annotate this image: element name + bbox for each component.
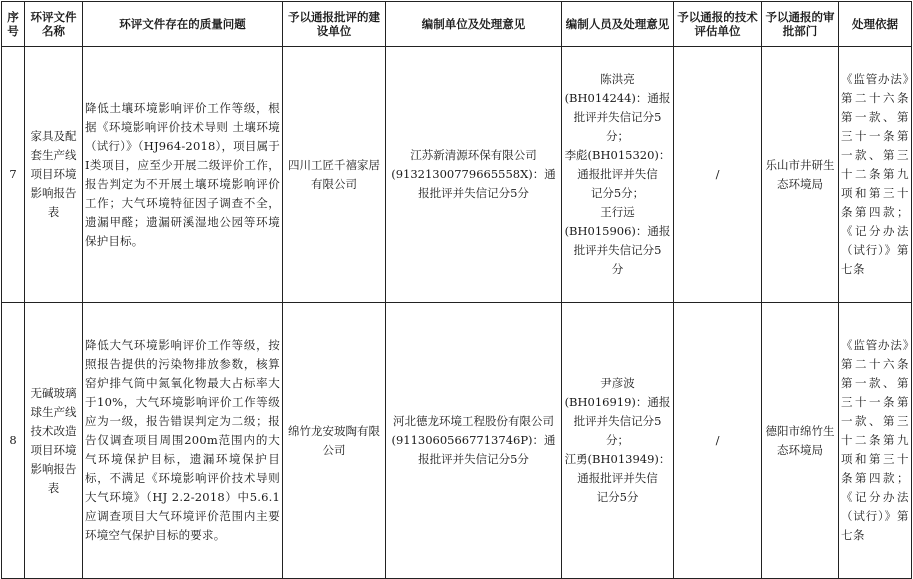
processing-basis: 《监管办法》第二十六条第一款、第三十一条第一款、第三十二条第九项和第三十条第四款；《记分办法（试行）》第七条 <box>839 47 912 303</box>
header-compiling-unit: 编制单位及处理意见 <box>386 2 562 47</box>
approval-dept: 德阳市绵竹生态环境局 <box>762 303 839 579</box>
compiling-unit: 河北德龙环境工程股份有限公司(91130605667713746P)：通报批评并失信记分5分 <box>386 303 562 579</box>
project-name: 家具及配套生产线项目环境影响报告表 <box>25 47 83 303</box>
personnel-line: 记分5分 <box>596 490 639 504</box>
header-approval-dept: 予以通报的审批部门 <box>762 2 839 47</box>
compiling-unit: 江苏新清源环保有限公司(91321300779665558X)：通报批评并失信记分5分 <box>386 47 562 303</box>
construction-unit: 四川工匠千禧家居有限公司 <box>283 47 386 303</box>
personnel-list <box>562 47 674 303</box>
row-seq: 8 <box>2 303 25 579</box>
table-row <box>2 47 912 303</box>
header-construction-unit: 予以通报批评的建设单位 <box>283 2 386 47</box>
personnel-line: 批评并失信记分5 <box>573 414 662 428</box>
personnel-line: 李彪(BH015320)： <box>564 148 671 162</box>
row-seq: 7 <box>2 47 25 303</box>
personnel-line: 记分5分； <box>590 186 645 200</box>
header-seq: 序号 <box>2 2 25 47</box>
construction-unit: 绵竹龙安玻陶有限公司 <box>283 303 386 579</box>
personnel-line: 分； <box>606 433 629 447</box>
header-tech-unit: 予以通报的技术评估单位 <box>674 2 762 47</box>
personnel-line: 王行远 <box>600 205 635 219</box>
personnel-line: 批评并失信记分5 <box>573 110 662 124</box>
processing-basis: 《监管办法》第二十六条第一款、第三十一条第一款、第三十二条第九项和第三十条第四款；《记分办法（试行）》第七条 <box>839 303 912 579</box>
personnel-line: 通报批评并失信 <box>577 167 658 181</box>
notice-table <box>1 1 912 579</box>
tech-unit: / <box>674 47 762 303</box>
personnel-line: 分； <box>606 129 629 143</box>
personnel-line: (BH016919)：通报 <box>564 395 671 409</box>
header-issues: 环评文件存在的质量问题 <box>83 2 283 47</box>
personnel-line: 通报批评并失信 <box>577 471 658 485</box>
header-row <box>2 2 912 47</box>
personnel-line: 分 <box>611 262 624 276</box>
quality-issues: 降低土壤环境影响评价工作等级，根据《环境影响评价技术导则 土壤环境（试行）》（HJ964-2018），项目属于Ⅰ类项目，应至少开展二级评价工作，报告判定为不开展土壤环境影响评价工作；大气环境特征因子调查不全，遗漏甲醛；遗漏研溪湿地公园等环境保护目标。 <box>83 47 283 303</box>
project-name: 无碱玻璃球生产线技术改造项目环境影响报告表 <box>25 303 83 579</box>
tech-unit: / <box>674 303 762 579</box>
header-personnel: 编制人员及处理意见 <box>562 2 674 47</box>
table-row <box>2 303 912 579</box>
personnel-line: 江勇(BH013949)： <box>564 452 671 466</box>
header-basis: 处理依据 <box>839 2 912 47</box>
personnel-line: 陈洪亮 <box>600 72 635 86</box>
personnel-line: (BH015906)：通报 <box>564 224 671 238</box>
header-name: 环评文件名称 <box>25 2 83 47</box>
quality-issues: 降低大气环境影响评价工作等级，按照报告提供的污染物排放参数，核算窑炉排气筒中氮氧化物最大占标率大于10%，大气环境影响评价工作等级应为一级，报告错误判定为二级；报告仅调查项目周围200m范围内的大气环境保护目标，遗漏环境保护目标，不满足《环境影响评价技术导则 大气环境》（HJ 2.2-2018）中5.6.1应调查项目大气环境评价范围内主要环境空气保护目标的要求。 <box>83 303 283 579</box>
approval-dept: 乐山市井研生态环境局 <box>762 47 839 303</box>
personnel-line: (BH014244)：通报 <box>564 91 671 105</box>
personnel-line: 尹彦波 <box>600 376 635 390</box>
personnel-list <box>562 303 674 579</box>
personnel-line: 批评并失信记分5 <box>573 243 662 257</box>
